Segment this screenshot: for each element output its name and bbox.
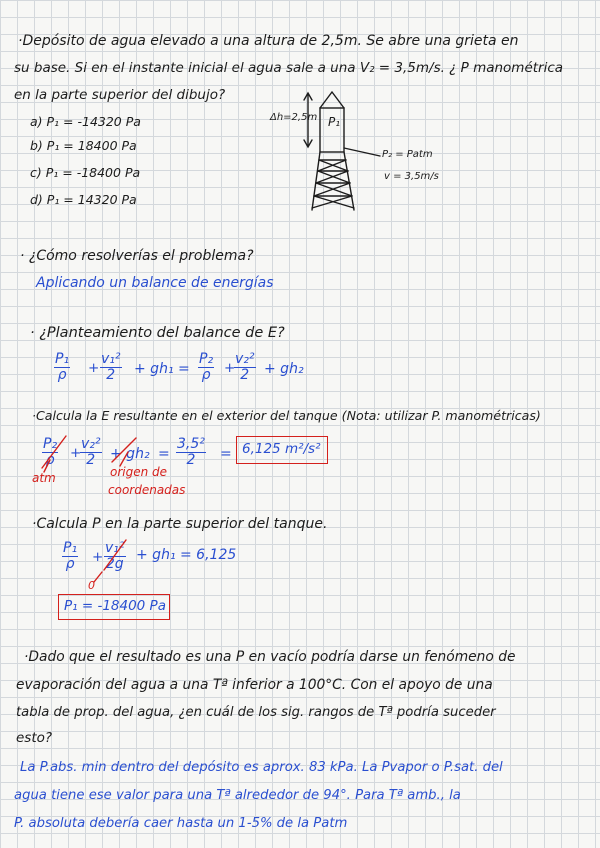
option-a: a) P₁ = -14320 Pa: [30, 114, 141, 129]
q1-question: · ¿Cómo resolverías el problema?: [20, 248, 254, 264]
q5-answer-3: P. absoluta debería caer hasta un 1-5% de la Patm: [14, 816, 348, 831]
eq3-v2-den: 2: [86, 451, 96, 468]
eq3-p2-den: ρ: [45, 451, 55, 468]
eq3-equals-2: =: [220, 446, 232, 462]
q1-answer: Aplicando un balance de energías: [36, 275, 274, 291]
eq3-result: 6,125 m²/s²: [242, 441, 321, 457]
arrow-origin: [120, 452, 128, 466]
eq2-gh1: + gh₁ =: [134, 361, 190, 377]
q5-answer-2: agua tiene ese valor para una Tª alrededor de 94°. Para Tª amb., la: [14, 788, 461, 803]
option-d: d) P₁ = 14320 Pa: [30, 192, 137, 207]
eq2-p2-den: ρ: [201, 366, 211, 383]
eq2-p1-den: ρ: [57, 366, 67, 383]
eq3-value-den: 2: [186, 451, 196, 468]
eq3-gh2: + gh₂: [110, 446, 150, 462]
eq2-p2-num: P₂: [199, 351, 214, 367]
eq4-result: P₁ = -18400 Pa: [64, 598, 166, 614]
q5-answer-1: La P.abs. min dentro del depósito es aprox. 83 kPa. La Pvapor o P.sat. del: [20, 760, 503, 775]
eq4-v1-num: v₁²: [105, 540, 125, 556]
eq4-zero: 0: [88, 579, 95, 592]
eq2-v1-num: v₁²: [101, 351, 121, 367]
eq3-p2-num: P₂: [43, 436, 58, 452]
option-c: c) P₁ = -18400 Pa: [30, 165, 141, 180]
eq2-v2-den: 2: [240, 366, 250, 383]
eq2-v1-den: 2: [106, 366, 116, 383]
eq4-rest: + gh₁ = 6,125: [136, 547, 237, 563]
p1-label: P₁: [328, 115, 341, 129]
arrow-zero: [94, 572, 102, 582]
eq4-plus: +: [92, 549, 104, 565]
p2-label: P₂ = Patm: [382, 149, 433, 160]
q3-question: ·Calcula la E resultante en el exterior del tanque (Nota: utilizar P. manométricas): [32, 408, 541, 423]
problem-line-1: ·Depósito de agua elevado a una altura de 2,5m. Se abre una grieta en: [18, 33, 519, 49]
eq2-gh2: + gh₂: [264, 361, 304, 377]
q5-line-3: tabla de prop. del agua, ¿en cuál de los sig. rangos de Tª podría suceder: [16, 705, 496, 720]
q5-line-4: esto?: [16, 730, 53, 746]
q5-line-2: evaporación del agua a una Tª inferior a 100°C. Con el apoyo de una: [16, 677, 493, 693]
eq4-p1-den: ρ: [65, 555, 75, 572]
eq4-p1-num: P₁: [63, 540, 78, 556]
q4-question: ·Calcula P en la parte superior del tanque.: [32, 516, 328, 532]
strike-p2: [42, 436, 66, 468]
eq3-plus: +: [70, 445, 82, 461]
velocity-label: v = 3,5m/s: [384, 171, 439, 182]
q5-line-1: ·Dado que el resultado es una P en vacío podría darse un fenómeno de: [24, 649, 516, 665]
eq3-equals: =: [158, 446, 170, 462]
option-b: b) P₁ = 18400 Pa: [30, 138, 137, 153]
eq2-plus-1: +: [88, 360, 100, 376]
eq2-p1-num: P₁: [55, 351, 70, 367]
q2-question: · ¿Planteamiento del balance de E?: [30, 325, 285, 341]
eq3-value-num: 3,5²: [177, 436, 205, 452]
problem-line-2: su base. Si en el instante inicial el agua sale a una V₂ = 3,5m/s. ¿ P manométrica: [14, 60, 564, 76]
problem-line-3: en la parte superior del dibujo?: [14, 87, 226, 103]
eq4-v1-den: 2g: [105, 555, 124, 572]
eq3-v2-num: v₂²: [81, 436, 101, 452]
note-origin-line-1: origen de: [110, 465, 168, 479]
note-origin-line-2: coordenadas: [108, 483, 186, 497]
note-atm: atm: [32, 471, 56, 485]
height-label: Δh=2,5m: [270, 112, 318, 123]
strike-v1: [104, 540, 126, 570]
eq2-v2-num: v₂²: [235, 351, 255, 367]
eq2-plus-2: +: [224, 360, 236, 376]
